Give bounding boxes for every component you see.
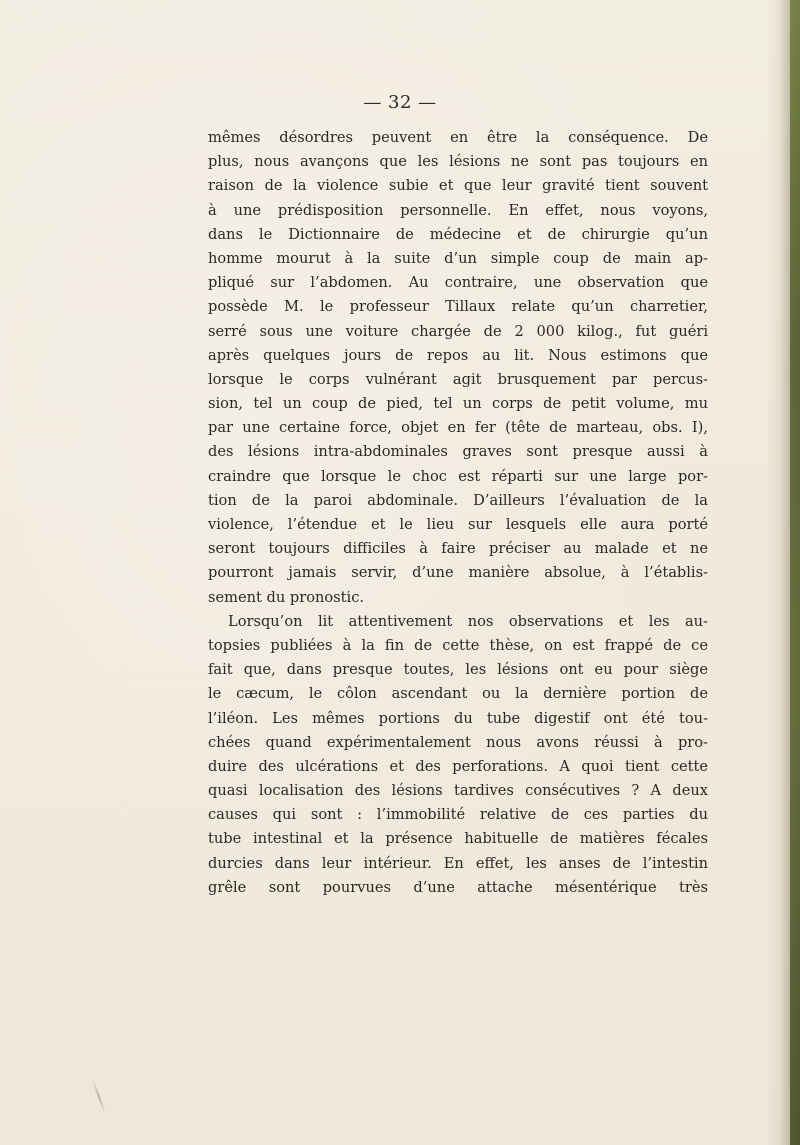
- text-line: mêmes désordres peuvent en être la conséquence. De: [208, 129, 708, 146]
- text-line: duire des ulcérations et des perforations. A quoi tient cette: [208, 757, 708, 775]
- text-line: par une certaine force, objet en fer (tête de marteau, obs. I),: [208, 419, 708, 437]
- text-line: sement du pronostic.: [208, 588, 365, 606]
- body-text: [208, 126, 708, 900]
- text-line: craindre que lorsque le choc est réparti sur une large por-: [208, 467, 708, 485]
- text-line: après quelques jours de repos au lit. Nous estimons que: [208, 346, 708, 364]
- text-line: tube intestinal et la présence habituelle de matières fécales: [208, 830, 708, 848]
- page-edge-binding: [790, 0, 800, 1145]
- text-line: serré sous une voiture chargée de 2 000 kilog., fut guéri: [208, 322, 708, 340]
- text-line: durcies dans leur intérieur. En effet, les anses de l’intestin: [208, 854, 708, 872]
- text-line: topsies publiées à la fin de cette thèse, on est frappé de ce: [208, 636, 708, 654]
- text-line: le cæcum, le côlon ascendant ou la dernière portion de: [208, 685, 708, 703]
- text-line: raison de la violence subie et que leur gravité tient souvent: [208, 177, 708, 195]
- text-line: pourront jamais servir, d’une manière absolue, à l’établis-: [208, 564, 708, 582]
- text-line: l’iléon. Les mêmes portions du tube digestif ont été tou-: [208, 709, 708, 727]
- text-line: possède M. le professeur Tillaux relate qu’un charretier,: [208, 298, 708, 316]
- text-line: pliqué sur l’abdomen. Au contraire, une observation que: [208, 274, 708, 292]
- ink-smudge: [92, 1079, 107, 1115]
- text-line: causes qui sont : l’immobilité relative de ces parties du: [208, 806, 708, 824]
- text-line: quasi localisation des lésions tardives consécutives ? A deux: [208, 782, 708, 800]
- text-line: grêle sont pourvues d’une attache mésentérique très: [208, 878, 708, 896]
- text-line: Lorsqu’on lit attentivement nos observations et les au-: [228, 612, 708, 630]
- page-number: — 32 —: [363, 92, 437, 113]
- text-line: à une prédisposition personnelle. En effet, nous voyons,: [208, 201, 708, 219]
- text-line: tion de la paroi abdominale. D’ailleurs l’évaluation de la: [208, 491, 708, 509]
- text-line: seront toujours difficiles à faire préciser au malade et ne: [208, 540, 708, 558]
- text-line: dans le Dictionnaire de médecine et de chirurgie qu’un: [208, 225, 708, 243]
- text-line: homme mourut à la suite d’un simple coup de main ap-: [208, 249, 708, 267]
- text-line: lorsque le corps vulnérant agit brusquement par percus-: [208, 370, 708, 388]
- text-line: plus, nous avançons que les lésions ne sont pas toujours en: [208, 153, 708, 171]
- text-line: des lésions intra-abdominales graves sont presque aussi à: [208, 443, 708, 461]
- text-line: violence, l’étendue et le lieu sur lesquels elle aura porté: [208, 516, 708, 533]
- text-line: chées quand expérimentalement nous avons réussi à pro-: [208, 733, 708, 751]
- text-line: fait que, dans presque toutes, les lésions ont eu pour siège: [208, 661, 708, 679]
- text-line: sion, tel un coup de pied, tel un corps de petit volume, mu: [208, 395, 708, 413]
